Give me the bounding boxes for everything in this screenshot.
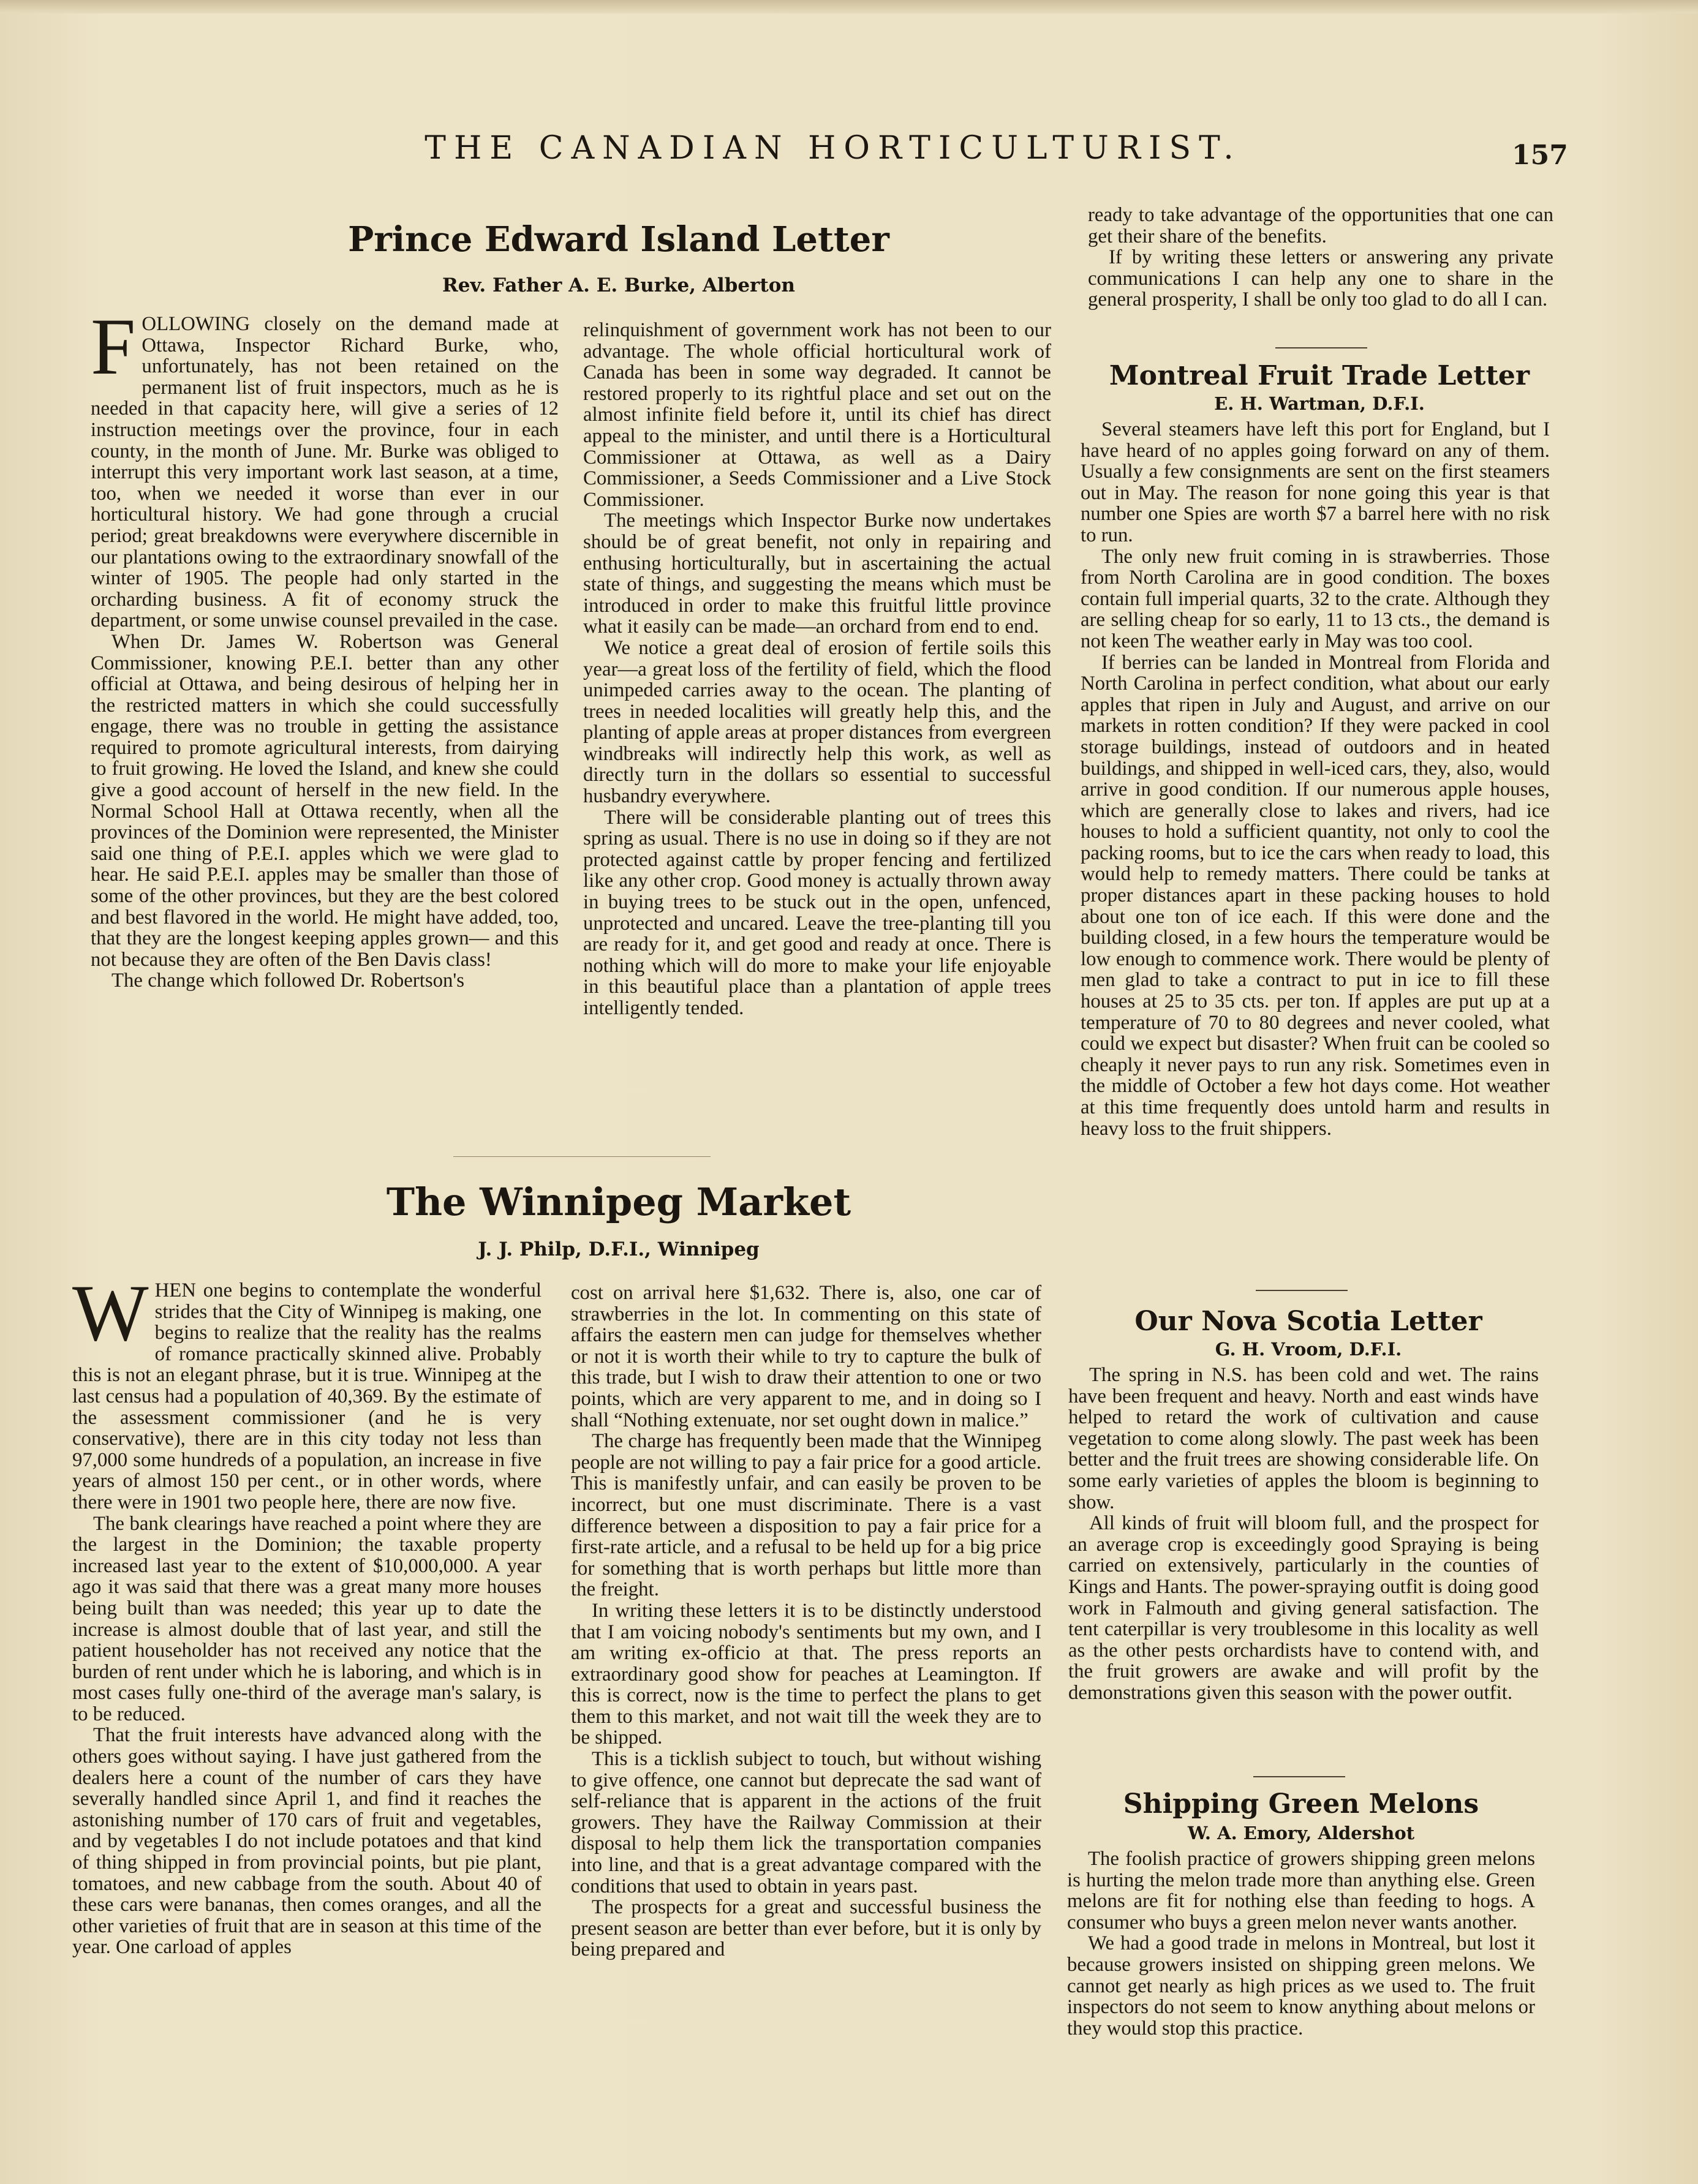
melons-para-2: We had a good trade in melons in Montreal, but lost it because growers insisted on shipping green melons. We cannot get nearly as high prices as we used to. The fruit inspectors do not seem to know anything about melons or they would stop this practice. <box>1067 1932 1535 2039</box>
pei-col2-para-3: We notice a great deal of erosion of fertile soils this year—a great loss of the fertility of field, which the flood unimpeded carries away to the ocean. The planting of trees in needed localities will greatly help this, and the planting of apple areas at proper distances from evergreen windbreaks will indirectly help this work, as well as directly turn in the dollars so essential to successful husbandry everywhere. <box>583 636 1051 808</box>
pei-col1-para-1: FOLLOWING closely on the demand made at Ottawa, Inspector Richard Burke, who, unfortunately, has not been retained on the permanent list of fruit inspectors, much as he is needed in that capacity here, will give a series of 12 instruction meetings over the province, four in each county, in the month of June. Mr. Burke was obliged to interrupt this very important work last season, at a time, too, when we needed it worse than ever in our horticultural history. We had gone through a crucial period; great breakdowns were everywhere discernible in our plantations owing to the extraordinary snowfall of the winter of 1905. The people had only started in the orcharding business. A fit of economy struck the department, or some unwise counsel prevailed in the case. <box>91 301 559 632</box>
montreal-title: Montreal Fruit Trade Letter <box>1109 360 1530 391</box>
winnipeg-col2-para-2: The charge has frequently been made that the Winnipeg people are not willing to pay a fair price for a good article. This is manifestly unfair, and can easily be proven to be incorrect, but one must discriminate. There is a vast difference between a disposition to pay a fair price for a first-rate article, and a refusal to be held up for a big price for something that is worth perhaps but little more than the freight. <box>571 1430 1041 1601</box>
winnipeg-col2-para-1: cost on arrival here $1,632. There is, also, one car of strawberries in the lot. In commenting on this state of affairs the eastern men can judge for themselves whether or not it is worth their while to try to capture the bulk of this trade, but I wish to draw their attention to one or two points, which are very apparent to me, and in doing so I shall “Nothing extenuate, nor set ought down in malice.” <box>571 1282 1041 1431</box>
winnipeg-title: The Winnipeg Market <box>386 1180 851 1224</box>
montreal-byline: E. H. Wartman, D.F.I. <box>1214 393 1425 414</box>
winnipeg-column-1 <box>72 1268 541 1959</box>
melons-column <box>1067 1848 1535 2039</box>
pei-column-1 <box>91 301 559 992</box>
section-divider <box>1256 1290 1348 1291</box>
section-divider <box>1275 347 1367 348</box>
melons-para-1: The foolish practice of growers shipping green melons is hurting the melon trade more than anything else. Green melons are fit for nothing else than feeding to hogs. A consumer who buys a green melon never wants another. <box>1067 1848 1535 1934</box>
novascotia-byline: G. H. Vroom, D.F.I. <box>1215 1339 1402 1360</box>
novascotia-title: Our Nova Scotia Letter <box>1134 1306 1482 1337</box>
novascotia-para-2: All kinds of fruit will bloom full, and the prospect for an average crop is exceedingly good Spraying is being carried on extensively, particularly in the counties of Kings and Hants. The power-spraying outfit is doing good work in Falmouth and giving general satisfaction. The tent caterpillar is very troublesome in this locality as well as the other pests orchardists have to contend with, and the fruit growers are awake and will profit by the demonstrations given this season with the power outfit. <box>1068 1512 1539 1704</box>
winnipeg-col2-para-3: In writing these letters it is to be distinctly understood that I am voicing nobody's sentiments but my own, and I am writing ex-officio at that. The press reports an extraordinary good show for peaches at Leamington. If this is correct, now is the time to perfect the plans to get them to this market, and not wait till the week they are to be shipped. <box>571 1599 1041 1749</box>
melons-byline: W. A. Emory, Aldershot <box>1187 1823 1415 1843</box>
pei-col1-para-2: When Dr. James W. Robertson was General Commissioner, knowing P.E.I. better than any other official at Ottawa, and being desirous of helping her in the restricted matters in which she could successfully engage, there was no trouble in getting the assistance required to promote agricultural interests, from dairying to fruit growing. He loved the Island, and knew she could give a good account of herself in the new field. In the Normal School Hall at Ottawa recently, when all the provinces of the Dominion were represented, the Minister said one thing of P.E.I. apples which we were glad to hear. He said P.E.I. apples may be smaller than those of some of the other provinces, but they are the best colored and best flavored in the world. He might have added, too, that they are the longest keeping apples grown— and this not because they are often of the Ben Davis class! <box>91 630 559 971</box>
pei-col2-para-1: relinquishment of government work has not been to our advantage. The whole official horticultural work of Canada has been in some way degraded. It cannot be restored properly to its rightful place and set out on the almost infinite field before it, until its chief has direct appeal to the minister, and until there is a Horticultural Commissioner at Ottawa, as well as a Dairy Commissioner, a Seeds Commissioner and a Live Stock Commissioner. <box>583 319 1051 511</box>
montreal-para-3: If berries can be landed in Montreal from Florida and North Carolina in perfect condition, what about our early apples that ripen in July and August, and arrive on our markets in rotten condition? If they were packed in cool storage buildings, instead of outdoors and in heated buildings, and shipped in well-iced cars, they, also, would arrive in good condition. If our numerous apple houses, which are generally close to lakes and rivers, had ice houses to hold a sufficient quantity, not only to cool the packing rooms, but to ice the cars when ready to load, this would help to remedy matters. There could be tanks at proper distances apart in these packing houses to hold about one ton of ice each. If this were done and the building closed, in a few hours the temperature would be low enough to commence work. There would be plenty of men glad to take a contract to put in ice to fill these houses at 25 to 35 cts. per ton. If apples are put up at a temperature of 70 to 80 degrees and never cooled, what could we expect but disaster? When fruit can be cooled so cheaply it never pays to run any risk. Sometimes even in the middle of October a few hot days come. Hot weather at this time frequently does untold harm and results in heavy loss to the fruit shippers. <box>1081 651 1550 1140</box>
winnipeg-col2-para-5: The prospects for a great and successful business the present season are better than ever before, but it is only by being prepared and <box>571 1896 1041 1961</box>
winnipeg-drop-cap: W <box>72 1268 149 1358</box>
pei-byline: Rev. Father A. E. Burke, Alberton <box>442 274 795 296</box>
winnipeg-col1-para-1: WHEN one begins to contemplate the wonderful strides that the City of Winnipeg is making, one begins to realize that the reality has the realms of romance practically skinned alive. Probably this is not an elegant phrase, but it is true. Winnipeg at the last census had a population of 40,369. By the estimate of the assessment commissioner (and he is very conservative), there are in this city today not less than 97,000 some hundreds of a population, an increase in five years of almost 150 per cent., or in other words, where there were in 1901 two people here, there are now five. <box>72 1268 541 1513</box>
pei-col2-para-2: The meetings which Inspector Burke now undertakes should be of great benefit, not only in repairing and enthusing horticulturally, but in ascertaining the actual state of things, and suggesting the means which must be introduced in order to make this fruitful little province what it easily can be made—an orchard from end to end. <box>583 510 1051 638</box>
montreal-column <box>1081 419 1550 1139</box>
pei-drop-cap: F <box>91 301 136 391</box>
page-top-edge <box>0 0 1698 13</box>
pei-col1-para-3: The change which followed Dr. Robertson's <box>111 970 465 992</box>
running-head: THE CANADIAN HORTICULTURIST. <box>424 130 1242 167</box>
section-divider <box>1253 1776 1345 1777</box>
winnipeg-col1-para-2: The bank clearings have reached a point where they are the largest in the Dominion; the taxable property increased last year to the extent of $10,000,000. A year ago it was said that there was a great many more houses being built than was needed; this year up to date the increase is almost double that of last year, and still the patient householder has not received any notice that the burden of rent under which he is laboring, and which is in most cases fully one-third of the average man's salary, is to be reduced. <box>72 1512 541 1725</box>
section-divider <box>453 1156 711 1157</box>
pei-title: Prince Edward Island Letter <box>348 219 889 260</box>
winnipeg-col2-para-4: This is a ticklish subject to touch, but without wishing to give offence, one cannot but deprecate the sad want of self-reliance that is apparent in the actions of the fruit growers. They have the Railway Commission at their disposal to help them lick the transportation companies into line, and that is a great advantage compared with the conditions that used to obtain in years past. <box>571 1748 1041 1897</box>
pei-col3-para-2: If by writing these letters or answering any private communications I can help any one to share in the general prosperity, I shall be only too glad to do all I can. <box>1088 246 1553 311</box>
page-number: 157 <box>1512 140 1568 171</box>
novascotia-para-1: The spring in N.S. has been cold and wet. The rains have been frequent and heavy. North and east winds have helped to retard the work of cultivation and cause vegetation to come along slowly. The past week has been better and the fruit trees are showing considerable life. On some early varieties of apples the bloom is beginning to show. <box>1068 1364 1539 1513</box>
montreal-para-1: Several steamers have left this port for England, but I have heard of no apples going forward on any of them. Usually a few consignments are sent on the first steamers out in May. The reason for none going this year is that number one Spies are worth $7 a barrel here with no risk to run. <box>1081 418 1550 546</box>
winnipeg-byline: J. J. Philp, D.F.I., Winnipeg <box>478 1238 760 1260</box>
melons-title: Shipping Green Melons <box>1123 1788 1479 1820</box>
novascotia-column <box>1068 1365 1539 1704</box>
pei-column-2 <box>583 320 1051 1019</box>
pei-col3-para-1: ready to take advantage of the opportunities that one can get their share of the benefits. <box>1088 204 1553 247</box>
pei-col2-para-4: There will be considerable planting out of trees this spring as usual. There is no use in doing so if they are not protected against cattle by proper fencing and fertilized like any other crop. Good money is actually thrown away in buying trees to be stuck out in the open, unfenced, unprotected and uncared. Leave the tree-planting till you are ready for it, and get good and ready at once. There is nothing which will do more to make your life enjoyable in this beautiful place than a plantation of apple trees intelligently tended. <box>583 806 1051 1019</box>
montreal-para-2: The only new fruit coming in is strawberries. Those from North Carolina are in good condition. The boxes contain full imperial quarts, 32 to the crate. Although they are selling cheap for so early, 11 to 13 cts., the demand is not keen The weather early in May was too cool. <box>1081 545 1550 652</box>
winnipeg-col1-para-3: That the fruit interests have advanced along with the others goes without saying. I have just gathered from the dealers here a count of the number of cars they have severally handled since April 1, and find it reaches the astonishing number of 170 cars of fruit and vegetables, and by vegetables I do not include potatoes and that kind of thing shipped in from provincial points, but pie plant, tomatoes, and new cabbage from the south. About 40 of these cars were bananas, then comes oranges, and all the other varieties of fruit that are in season at this time of the year. One carload of apples <box>72 1724 541 1959</box>
winnipeg-column-2 <box>571 1282 1041 1960</box>
pei-column-3 <box>1088 205 1553 311</box>
